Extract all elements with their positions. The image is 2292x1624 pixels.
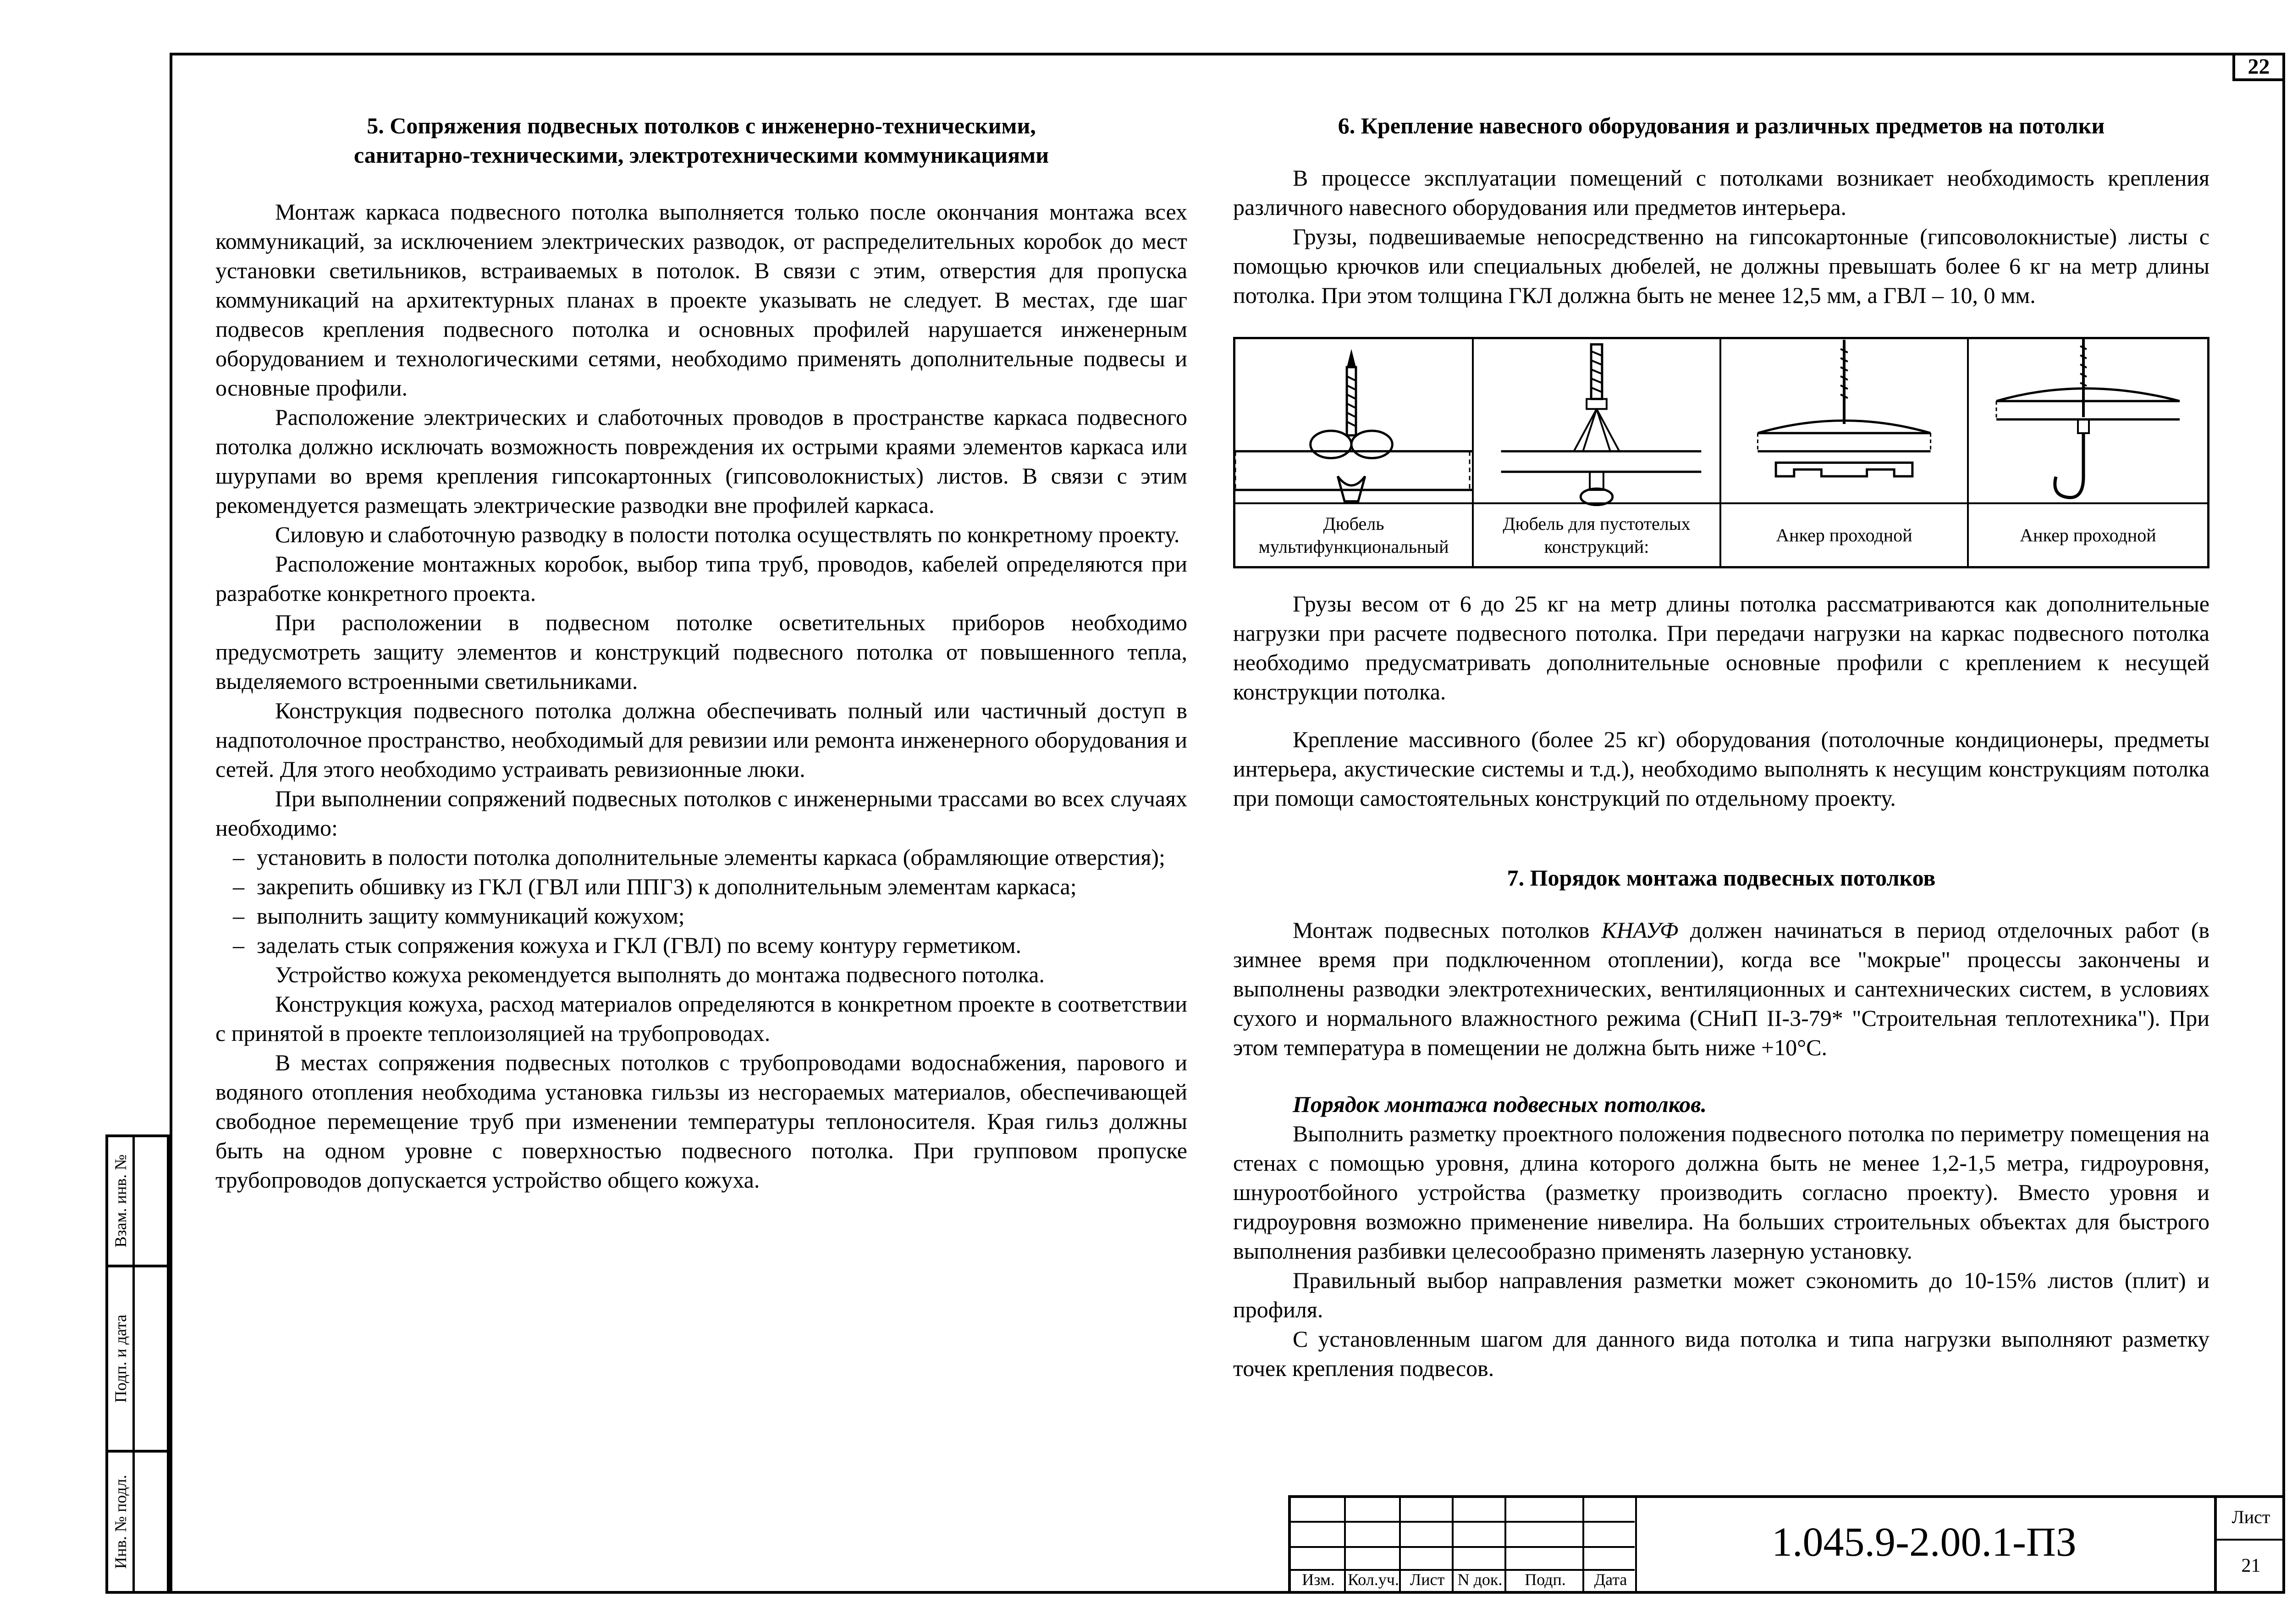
figure-cell	[1969, 339, 2207, 566]
paragraph: Устройство кожуха рекомендуется выполнять до монтажа подвесного потолка.	[275, 962, 1045, 987]
section7-title: 7. Порядок монтажа подвесных потолков	[1507, 865, 1936, 891]
paragraph: Силовую и слаботочную разводку в полости потолка осуществлять по конкретному проекту.	[275, 522, 1180, 547]
through-anchor-drawing	[1721, 339, 1967, 509]
stamp-podp	[105, 1265, 170, 1453]
tb-label-list: Лист	[1410, 1570, 1445, 1589]
fastener-figures-table	[1233, 337, 2209, 568]
right-column-top	[1233, 111, 2209, 310]
paragraph: При выполнении сопряжений подвесных потолков с инженерными трассами во всех случаях необходимо:	[215, 786, 1187, 841]
subsection-title: Порядок монтажа подвесных потолков.	[1293, 1091, 1707, 1117]
through-anchor-hook-drawing	[1969, 339, 2207, 509]
figure-cell	[1721, 339, 1969, 566]
figure-caption: Дюбель для пустотелых конструкций:	[1474, 502, 1719, 566]
right-column-bottom	[1233, 589, 2209, 1383]
figure-caption: Анкер проходной	[1721, 502, 1967, 566]
section5-title-line1: 5. Сопряжения подвесных потолков с инженерно-техническими,	[367, 113, 1036, 138]
stamp-inv-label: Инв. № подл.	[111, 1475, 130, 1569]
paragraph: Правильный выбор направления разметки может сэкономить до 10-15% листов (плит) и профиля.	[1233, 1267, 2209, 1322]
figure-caption: Дюбель мультифункциональный	[1235, 502, 1472, 566]
paragraph: При расположении в подвесном потолке осветительных приборов необходимо предусмотреть защиту элементов и конструкций подвесного потолка от повышенного тепла, выделяемого встроенными светильниками.	[215, 610, 1187, 694]
stamp-vzam	[105, 1134, 170, 1267]
sheet-label: Лист	[2217, 1495, 2285, 1541]
paragraph: Грузы весом от 6 до 25 кг на метр длины потолка рассматриваются как дополнительные нагрузки при расчете подвесного потолка. При передачи нагрузки на каркас подвесного потолка необходимо предусматривать дополнительные основные профили с креплением к несущей конструкции потолка.	[1233, 591, 2209, 705]
document-code: 1.045.9-2.00.1-ПЗ	[1771, 1519, 2077, 1565]
left-column	[215, 111, 1187, 1195]
list-item: – выполнить защиту коммуникаций кожухом;	[233, 903, 685, 929]
paragraph: Выполнить разметку проектного положения подвесного потолка по периметру помещения на стенах с помощью уровня, длина которого должна быть не менее 1,2-1,5 метра, гидроуровня, шнуроотбойного устройства (разметку производить согласно проекту). Вместо уровня и гидроуровня возможно применение нивелира. На больших строительных объектах для быстрого выполнения разбивки целесообразно применять лазерную установку.	[1233, 1121, 2209, 1264]
paragraph: В местах сопряжения подвесных потолков с трубопроводами водоснабжения, парового и водяного отопления необходима установка гильзы из несгораемых материалов, обеспечивающей свободное перемещение труб при изменении температуры теплоносителя. Края гильз должны быть на одном уровне с поверхностью подвесного потолка. При групповом пропуске трубопроводов допускается устройство общего кожуха.	[215, 1050, 1187, 1193]
section6-title: 6. Крепление навесного оборудования и различных предметов на потолки	[1338, 113, 2105, 138]
paragraph: Расположение монтажных коробок, выбор типа труб, проводов, кабелей определяются при разработке конкретного проекта.	[215, 551, 1187, 606]
top-sheet-number: 22	[2232, 53, 2285, 81]
paragraph: Монтаж каркаса подвесного потолка выполняется только после окончания монтажа всех коммуникаций, за исключением электрических разводок, от распределительных коробок до мест установки светильников, встраиваемых в потолок. В связи с этим, отверстия для пропуска коммуникаций на архитектурных планах в проекте указывать не следует. В местах, где шаг подвесов крепления подвесного потолка и основных профилей нарушается инженерным оборудованием и технологическими сетями, необходимо применять дополнительные подвесы и основные профили.	[215, 199, 1187, 401]
paragraph: Конструкция кожуха, расход материалов определяются в конкретном проекте в соответствии с принятой в проекте теплоизоляцией на трубопроводах.	[215, 991, 1187, 1046]
paragraph: Монтаж подвесных потолков КНАУФ должен начинаться в период отделочных работ (в зимнее время при подключенном отоплении), когда все "мокрые" процессы закончены и выполнены разводки электротехнических, вентиляционных и сантехнических систем, в условиях сухого и нормального влажностного режима (СНиП II-3-79* "Строительная теплотехника"). При этом температура в помещении не должна быть ниже +10°С.	[1233, 917, 2210, 1060]
stamp-inv	[105, 1450, 170, 1594]
paragraph: Расположение электрических и слаботочных проводов в пространстве каркаса подвесного потолка должно исключать возможность повреждения их острыми краями элементов каркаса или шурупами во время крепления гипсокартонных (гипсоволокнистых) листов. В связи с этим рекомендуется размещать электрические разводки вне профилей каркаса.	[215, 404, 1187, 518]
list-item: – заделать стык сопряжения кожуха и ГКЛ (ГВЛ) по всему контуру герметиком.	[233, 932, 1022, 958]
section5-title-line2: санитарно-техническими, электротехническими коммуникациями	[353, 142, 1049, 168]
tb-label-data: Дата	[1594, 1570, 1627, 1589]
sheet-number: 21	[2241, 1555, 2261, 1576]
multifunction-dowel-drawing	[1235, 339, 1472, 509]
paragraph: Конструкция подвесного потолка должна обеспечивать полный или частичный доступ в надпотолочное пространство, необходимый для ревизии или ремонта инженерного оборудования и сетей. Для этого необходимо устраивать ревизионные люки.	[215, 698, 1187, 782]
stamp-podp-label: Подп. и дата	[111, 1314, 130, 1403]
figure-cell	[1474, 339, 1721, 566]
tb-label-kolvo: Кол.уч.	[1348, 1570, 1399, 1589]
stamp-vzam-label: Взам. инв. №	[111, 1154, 130, 1248]
tb-label-podp: Подп.	[1525, 1570, 1566, 1589]
figure-cell	[1235, 339, 1474, 566]
figure-caption: Анкер проходной	[1969, 502, 2207, 566]
paragraph: Грузы, подвешиваемые непосредственно на гипсокартонные (гипсоволокнистые) листы с помощью крючков или специальных дюбелей, не должны превышать более 6 кг на метр длины потолка. При этом толщина ГКЛ должна быть не менее 12,5 мм, а ГВЛ – 10, 0 мм.	[1233, 224, 2209, 308]
tb-label-ndok: N док.	[1457, 1570, 1503, 1589]
paragraph: В процессе эксплуатации помещений с потолками возникает необходимость крепления различного навесного оборудования или предметов интерьера.	[1233, 165, 2209, 220]
sheet-box	[2214, 1495, 2285, 1594]
paragraph: Крепление массивного (более 25 кг) оборудования (потолочные кондиционеры, предметы интерьера, акустические системы и т.д.), необходимо выполнять к несущим конструкциям потолка при помощи самостоятельных конструкций по отдельному проекту.	[1233, 727, 2209, 811]
paragraph: С установленным шагом для данного вида потолка и типа нагрузки выполняют разметку точек крепления подвесов.	[1233, 1326, 2209, 1381]
hollow-wall-dowel-drawing	[1474, 339, 1719, 509]
tb-label-izm: Изм.	[1302, 1570, 1335, 1589]
list-item: – установить в полости потолка дополнительные элементы каркаса (обрамляющие отверстия);	[233, 844, 1165, 870]
list-item: – закрепить обшивку из ГКЛ (ГВЛ или ППГЗ) к дополнительным элементам каркаса;	[233, 874, 1077, 899]
